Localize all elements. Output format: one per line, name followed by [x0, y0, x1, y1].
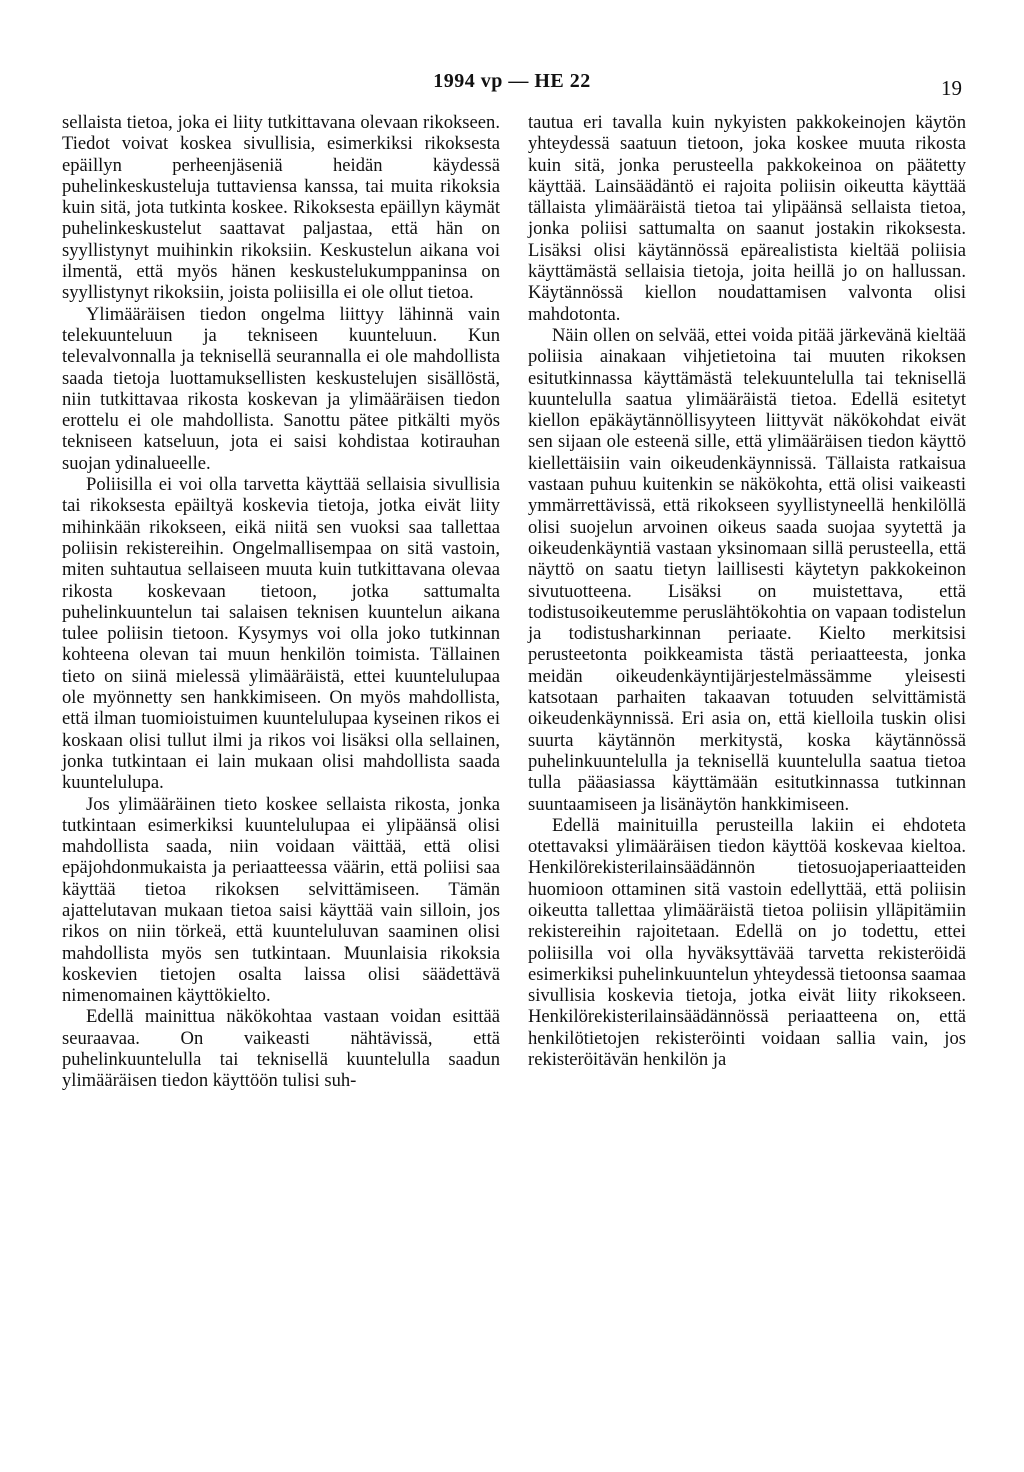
page-header	[0, 62, 1024, 100]
document-reference: 1994 vp — HE 22	[433, 70, 591, 92]
page-number: 19	[941, 76, 962, 100]
left-column	[62, 112, 500, 1092]
paragraph: Ylimääräisen tiedon ongelma liittyy lähinnä vain telekuunteluun ja tekniseen kuunteluun. Kun televalvonnalla ja teknisellä seurannalla ei ole mahdollista saada tietoja luottamuksellisten keskustelujen sisällöstä, niin tutkittavaa rikosta koskevan ja ylimääräisen tiedon erottelu ei ole mahdollista. Sanottu pätee pitkälti myös tekniseen katseluun, jota ei saisi kohdistaa kotirauhan suojan ydinalueelle.	[62, 303, 500, 474]
paragraph: Jos ylimääräinen tieto koskee sellaista rikosta, jonka tutkintaan esimerkiksi kuuntelulupaa ei ylipäänsä olisi mahdollista saada, niin voidaan väittää, että olisi epäjohdonmukaista ja periaatteessa väärin, että poliisi saa käyttää tietoa rikoksen selvittämiseen. Tämän ajattelutavan mukaan tietoa saisi käyttää vain silloin, jos rikos on niin törkeä, että kuunteluluvan saaminen olisi mahdollista myös sen tutkintaan. Muunlaisia rikoksia koskevien tietojen osalta laissa olisi säädettävä nimenomainen käyttökielto.	[62, 793, 500, 1007]
right-column	[528, 112, 966, 1070]
paragraph: Poliisilla ei voi olla tarvetta käyttää sellaisia sivullisia tai rikoksesta epäiltyä koskevia tietoja, jotka eivät liity mihinkään rikokseen, eikä niitä sen vuoksi saa tallettaa poliisin rekistereihin. Ongelmallisempaa on sitä vastoin, miten suhtautua sellaiseen muuta kuin tutkittavana olevaa rikosta koskevaan tietoon, jotka sattumalta puhelinkuuntelun tai salaisen teknisen kuuntelun aikana tulee poliisin tietoon. Kysymys voi olla joko tutkinnan kohteena olevan tai muun henkilön toimista. Tällainen tieto on siinä mielessä ylimääräistä, ettei kuuntelulupaa ole myönnetty sen hankkimiseen. On myös mahdollista, että ilman tuomioistuimen kuuntelulupaa kyseinen rikos ei koskaan olisi tullut ilmi ja rikos voi lisäksi olla sellainen, jonka tutkintaan ei lain mukaan olisi mahdollista saada kuuntelulupa.	[62, 474, 500, 794]
paragraph: Edellä mainituilla perusteilla lakiin ei ehdoteta otettavaksi ylimääräisen tiedon käyttöä koskevaa kieltoa. Henkilörekisterilainsäädännön tietosuojaperiaatteiden huomioon ottaminen sitä vastoin edellyttää, että poliisin oikeutta tallettaa ylimääräistä tietoa poliisin ylläpitämiin rekistereihin rajoitetaan. Edellä on jo todettu, ettei poliisilla voi olla hyväksyttävää tarvetta rekisteröidä esimerkiksi puhelinkuuntelun yhteydessä tietoonsa saamaa sivullisia koskevia tietoja, jotka eivät liity rikokseen. Henkilörekisterilainsäädännössä periaatteena on, että henkilötietojen rekisteröinti voidaan sallia vain, jos rekisteröitävän henkilön ja	[528, 814, 966, 1071]
paragraph: Näin ollen on selvää, ettei voida pitää järkevänä kieltää poliisia ainakaan vihjetietoina tai muuten rikoksen esitutkinnassa käyttämästä telekuuntelulla tai teknisellä kuuntelulla saatua ylimääräistä tietoa. Edellä esitetyt kiellon epäkäytännöllisyyteen liittyvät näkökohdat eivät sen sijaan ole esteenä sille, että ylimääräisen tiedon käyttö kiellettäisiin vain oikeudenkäynnissä. Tällaista ratkaisua vastaan puhuu kuitenkin se näkökohta, että olisi vaikeasti ymmärrettävissä, että rikokseen syyllistyneellä henkilöllä olisi suojelun arvoinen oikeus saada suojaa syytettä ja oikeudenkäyntiä vastaan yksinomaan sillä perusteella, että näyttö on saatu tietyn laillisesti käytetyn pakkokeinon sivutuotteena. Lisäksi on muistettava, että todistusoikeutemme peruslähtökohtia on vapaan todistelun ja todistusharkinnan periaate. Kielto merkitsisi perusteetonta poikkeamista tästä periaatteesta, jonka meidän oikeudenkäyntijärjestelmässämme yleisesti katsotaan parhaiten takaavan totuuden selvittämistä oikeudenkäynnissä. Eri asia on, että kielloila tuskin olisi suurta käytännön merkitystä, koska käytännössä puhelinkuuntelulla ja teknisellä kuuntelulla saatua tietoa tulla pääasiassa käyttämään esitutkinnassa tutkinnan suuntaamiseen ja lisänäytön hankkimiseen.	[528, 324, 966, 815]
paragraph: tautua eri tavalla kuin nykyisten pakkokeinojen käytön yhteydessä saatuun tietoon, joka koskee muuta rikosta kuin sitä, jonka perusteella pakkokeinoa on päätetty käyttää. Lainsäädäntö ei rajoita poliisin oikeutta käyttää tällaista ylimääräistä tietoa tai ylipäänsä sellaista tietoa, jonka poliisi sattumalta on saanut jostakin rikoksesta. Lisäksi olisi käytännössä epärealistista kieltää poliisia käyttämästä sellaisia tietoja, joita heillä jo on hallussan. Käytännössä kiellon noudattamisen valvonta olisi mahdotonta.	[528, 112, 966, 325]
paragraph: Edellä mainittua näkökohtaa vastaan voidan esittää seuraavaa. On vaikeasti nähtävissä, että puhelinkuuntelulla tai teknisellä kuuntelulla saadun ylimääräisen tiedon käyttöön tulisi suh-	[62, 1006, 500, 1092]
paragraph: sellaista tietoa, joka ei liity tutkittavana olevaan rikokseen. Tiedot voivat koskea sivullisia, esimerkiksi rikoksesta epäillyn perheenjäseniä heidän käydessä puhelinkeskusteluja tuttaviensa kanssa, tai muita rikoksia kuin sitä, jota tutkinta koskee. Rikoksesta epäillyn käymät puhelinkeskustelut saattavat paljastaa, että hän on syyllistynyt muihinkin rikoksiin. Keskustelun aikana voi ilmentä, että myös hänen keskustelukumppaninsa on syyllistynyt rikoksiin, joista poliisilla ei ole ollut tietoa.	[62, 112, 500, 304]
